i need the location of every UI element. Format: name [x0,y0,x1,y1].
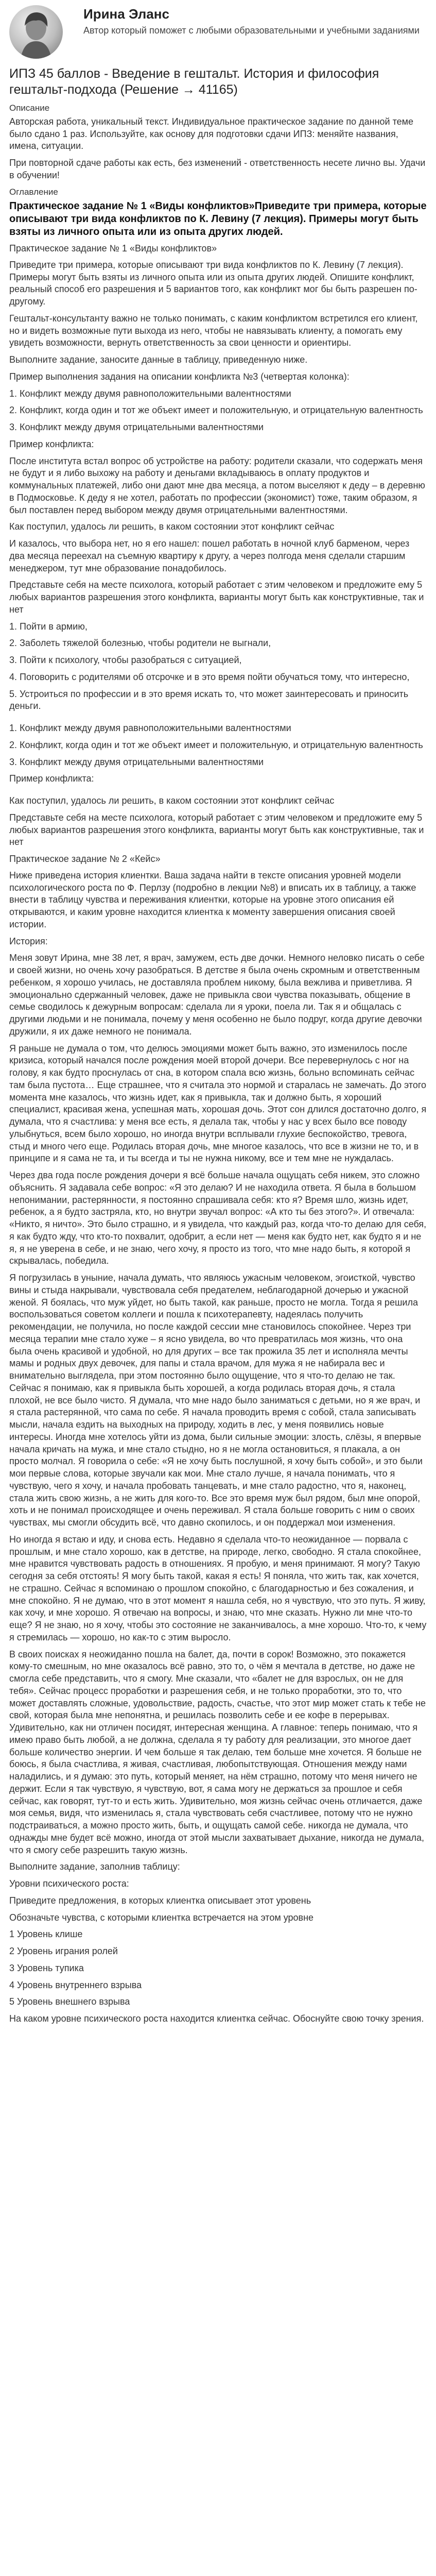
story-label: История: [9,936,48,946]
conflict-types-list-repeat [9,722,427,768]
levels-list-intro: Приведите предложения, в которых клиентка описывает этот уровень [9,1895,311,1906]
author-info [83,5,420,37]
resolution-options-list [9,621,427,713]
story-paragraph: Меня зовут Ирина, мне 38 лет, я врач, замужем, есть две дочки. Немного неловко писать о себе и своей жизни, но очень хочу разобраться. В детстве я была очень скромным и ответственным ребенком, я хорошо училась, не доставляла проблем никому, была вежлива и приветлива. Я эмоционально сдержанный человек, даже не привыкла свои чувства показывать, общение в семье сводилось к дежурным вопросам: сделала ли я уроки, поела ли. Так я и общалась с другими людьми и не понимала, почему у меня особенно не было подруг, когда другие девочки дружили, я их даже немного не понимала. [9,953,425,1037]
resolution-option: 5. Устроиться по профессии и в это время искать то, что может заинтересовать и приносить деньги. [9,688,409,711]
final-question: На каком уровне психического роста находится клиентка сейчас. Обоснуйте свою точку зрения. [9,2013,424,2024]
psychologist-prompt: Представьте себя на месте психолога, который работает с этим человеком и предложите ему 5 любых вариантов разрешения этого конфликта, варианты могут быть как конструктивные, так и нет [9,580,424,615]
author-tagline: Автор который поможет с любыми образовательными и учебными заданиями [83,25,420,36]
growth-level-item: 3 Уровень тупика [9,1962,84,1973]
growth-levels-list [9,1928,427,2008]
resolution-option: 3. Пойти к психологу, чтобы разобраться с ситуацией, [9,655,242,666]
fill-instruction: Выполните задание, заполнив таблицу: [9,1861,180,1872]
example-story: После института встал вопрос об устройстве на работу: родители сказали, что содержать меня не будут и я либо выхожу на работу и деньгами вкладываюсь в оплату продуктов и коммунальных платежей, либо они дают мне два месяца, а потом выселяют к деду – в деревню в Подмосковье. К деду я не хотел, работать по профессии (экономист) тоже, таким образом, я был поставлен перед выбором между двумя отрицательными валентностями. [9,455,425,515]
spacer [9,790,427,795]
toc-task1-heading: Практическое задание № 1 «Виды конфликтов»Приведите три примера, которые описывают три вида конфликтов по К. Левину (7 лекция). Примеры могут быть взяты из личного опыта или из опыта других людей. [9,200,427,238]
task1-instruction: Выполните задание, заносите данные в таблицу, приведенную ниже. [9,354,308,365]
task2-label: Практическое задание № 2 «Кейс» [9,854,161,865]
story-paragraph: Но иногда я встаю и иду, и снова есть. Недавно я сделала что-то неожиданное — порвала с прошлым, и мне стало хорошо, как в детстве, на природе, легко, свободно. Я стала спокойнее, мне нравится чувствовать радость в отношениях. Я пробую, и меня принимают. Я могу? Такую сегодня за себя отстоять! Я могу быть такой, какая я есть! Я поняла, что жить так, как хочется, не страшно. Сейчас я вспоминаю о прошлом спокойно, с благодарностью и без сожаления, и мне спокойно. Я не думаю, что в этот момент я нашла себя, но я чувствую, что это путь. Я живу, как хочу, и мне хорошо. Я отвечаю на вопросы, и знаю, что мне сказать. Нужно ли мне что-то еще? Я не знаю, но я хочу, чтобы это состояние не заканчивалось, а мне хорошо. Что-то, к чему я стремилась — хорошо, но как-то с этим выросло. [9,1534,427,1642]
conflict-type-item: 1. Конфликт между двумя равноположительными валентностями [9,388,291,399]
conflict-type-item: 3. Конфликт между двумя отрицательными валентностями [9,756,264,767]
task2-intro: Ниже приведена история клиентки. Ваша задача найти в тексте описания уровней модели психологического роста по Ф. Перлзу (подробно в лекции №8) и вписать их в таблицу, а также внести в таблицу чувства и переживания клиентки, которые на уровне этого описания ей открываются, и каким уровне находится клиентка к моменту завершения описания своей истории. [9,870,416,929]
levels-label: Уровни психического роста: [9,1878,129,1889]
toc-label: Оглавление [9,187,58,197]
page-title: ИПЗ 45 баллов - Введение в гештальт. История и философия гештальт-подхода (Решение → 41165) [9,66,379,97]
conflict-type-item: 2. Конфликт, когда один и тот же объект имеет и положительную, и отрицательную валентность [9,739,423,750]
author-block [9,5,427,59]
story-paragraph: В своих поисках я неожиданно пошла на балет, да, почти в сорок! Возможно, это покажется кому-то смешным, но мне оказалось всё равно, это то, о чём я мечтала в детстве, но даже не смогла себе представить, что я смогу. Мне сказали, что «балет не для взрослых, он не для тебя». Сейчас процесс проработки и разрешения себя, и не только проработки, это то, что может доставлять сложные, удовольствие, радость, счастье, что этот мир может стать к тебе не свой, которая была мне непонятна, и решилась позволить себе и ее кофе в перерывах. Удивительно, как ни отличен посидят, интересная женщина. А главное: теперь понимаю, что я имею право быть любой, а не должна, сделала я ту работу для реализации, это многое дает больше количество энергии. И чем больше я так делаю, тем больше мне хочется. Я больше не боюсь, я была счастлива, я живая, счастливая, любопытствующая. Отношения между нами наладились, и я думаю: это путь, который меняет, на нём страшно, потому что меня ничего не держит. Если я так чувствую, я чувствую, вот, я сама могу не держаться за прошлое и себя сейчас, как говорят, тут-то и есть жить. Удивительно, моя жизнь сейчас очень отличается, даже моя семья, видя, что изменилась я, стала чувствовать себя счастливее, потому что не нужно подстраиваться, а можно просто жить, быть, и ощущать самой себе. никогда не думала, что однажды мне будет всё можно, иногда от этой мысли захватывает дыхание, никогда не думала, что я смогу себе разрешить такую жизнь. [9,1649,426,1855]
spacer [9,717,427,722]
task1-intro: Приведите три примера, которые описывают три вида конфликтов по К. Левину (7 лекция). Примеры могут быть взяты из личного опыта или из опыта других людей. Опишите конфликт, реальный способ его разрешения и 5 вариантов того, как конфликт мог бы быть разрешен по-другому. [9,259,417,307]
example-label-repeat: Пример конфликта: [9,773,94,784]
resolution-option: 2. Заболеть тяжелой болезнью, чтобы родители не выгнали, [9,638,271,649]
growth-level-item: 1 Уровень клише [9,1929,83,1940]
resolution-question-repeat: Как поступил, удалось ли решить, в каком состоянии этот конфликт сейчас [9,795,335,806]
growth-level-item: 4 Уровень внутреннего взрыва [9,1979,142,1990]
levels-feelings-intro: Обозначьте чувства, с которыми клиентка встречается на этом уровне [9,1912,314,1923]
example-label: Пример конфликта: [9,438,94,449]
description-label: Описание [9,103,50,113]
story-paragraph: Я погрузилась в уныние, начала думать, что являюсь ужасным человеком, эгоисткой, чувство вины и стыда накрывали, чувствовала себя предателем, неблагодарной дочерью и ужасной женой. Я боялась, что муж уйдет, но быть такой, как раньше, просто не могла. Тогда я решила воспользоваться советом коллеги и пошла к психотерапевту, надеялась получить рекомендации, не получила, но после каждой сессии мне становилось спокойнее. Через три месяца терапии мне стало хуже – я ясно увидела, во что превратилась моя жизнь, что она была очень красивой и удобной, но для других – все так прожила 35 лет и исполняла мечты мамы и родных двух девочек, для папы и стала врачом, для мужа я не набирала вес и внимательно выглядела, при этом постоянно было ощущение, что я что-то делаю не так. Сейчас я понимаю, как я привыкла быть хорошей, а когда родилась вторая дочь, я стала плохой, не все было чисто. Я думала, что мне надо было заниматься с детьми, но я же врач, и я стала растерянной, что сама по себе. Я начала проводить время с собой, стала записывать мысли, начала ездить на выходных на природу, ходить в лес, у меня появились новые интересы. Иногда мне хотелось уйти из дома, были сильные эмоции: злость, слёзы, я впервые начала кричать на мужа, и мне стало стыдно, но я не могла остановиться, я плакала, а он просто молчал. Я говорила о себе: «Я не хочу быть послушной, я хочу быть собой», и это были мои первые слова, которые звучали как мои. Мне стало лучше, я начала понимать, что я чувствую, чего я хочу, и начала пробовать танцевать, и мне стало радостно, что я, наконец, стала жить свою жизнь, а не жить для кого-то. Все это время муж был рядом, был мне опорой, хоть и не понимал происходящее и очень переживал. Я стала больше говорить с ним о своих чувствах, мы смогли обсудить всё, что давно скопилось, и он поддержал мои изменения. [9,1273,423,1528]
resolution-option: 1. Пойти в армию, [9,621,88,632]
conflict-type-item: 3. Конфликт между двумя отрицательными валентностями [9,422,264,433]
author-avatar[interactable] [9,5,63,59]
psychologist-prompt-repeat: Представьте себя на месте психолога, который работает с этим человеком и предложите ему 5 любых вариантов разрешения этого конфликта, варианты могут быть как конструктивные, так и нет [9,812,424,848]
conflict-type-item: 1. Конфликт между двумя равноположительными валентностями [9,723,291,734]
description-text: Авторская работа, уникальный текст. Индивидуальное практическое задание по данной теме было сдано 1 раз. Используйте, как основу для подготовки сдачи ИПЗ: меняйте названия, имена, ситуации. [9,116,414,151]
resolution-question: Как поступил, удалось ли решить, в каком состоянии этот конфликт сейчас [9,521,335,532]
resolution-option: 4. Поговорить с родителями об отсрочке и в это время пойти обучаться тому, что интересно, [9,671,410,682]
task1-gestalt: Гештальт-консультанту важно не только понимать, с каким конфликтом встретился его клиент, но и видеть возможные пути выхода из него, чтобы не навязывать клиенту, а помогать ему увидеть возможности, вернуть ответственность за свои ценности и ориентиры. [9,313,418,348]
story-paragraph: Через два года после рождения дочери я всё больше начала ощущать себя никем, это сложно объяснить. Я задавала себе вопрос: «Я это делаю? И не находила ответа. Я была в большом непонимании, растерянности, я постоянно спрашивала себя: кто я? Время шло, жизнь идет, ребенок, а я будто застряла, кто, но внутри звучал вопрос: «А кто ты без этого?». И отвечала: «Никто, я ничто». Это было страшно, и я увидела, что каждый раз, когда что-то делаю для себя, я как будто жду, что кто-то похвалит, одобрит, а если нет — меня как будто нет, как будто я и не я, я не уверена в себе, и не знаю, чего хочу, я просто из того, что мне надо быть, я которой я скрывалась, победила. [9,1170,427,1266]
conflict-types-list [9,388,427,434]
conflict-type-item: 2. Конфликт, когда один и тот же объект имеет и положительную, и отрицательную валентность [9,405,423,416]
growth-level-item: 5 Уровень внешнего взрыва [9,1996,130,2007]
growth-level-item: 2 Уровень игрaния ролей [9,1946,118,1957]
description-warning: При повторной сдаче работы как есть, без изменений - ответственность несете лично вы. Удачи в обучении! [9,158,426,180]
story-paragraph: Я раньше не думала о том, что делюсь эмоциями может быть важно, это изменилось после кризиса, который начался после рождения моей второй дочери. Все перевернулось с ног на голову, я как будто проснулась от сна, в котором спала всю жизнь, больно вспоминать сейчас там была пустота… Еще страшнее, что я считала это нормой и старалась не замечать. До этого момента мне казалось, что жизнь идет, как я привыкла, так и должно быть, я хороший специалист, красивая жена, успешная мать, хорошая дочь. Этот сон длился достаточно долго, я думала, что я счастлива: у меня все есть, я делала так, чтобы у нас у всех было все поводу улыбнуться, всем было хорошо, но иногда внутри всплывали глухие беспокойство, тревога, стыд и много чего еще. Родилась вторая дочь, мне многое казалось, что все в жизни не то, и в принципе и я сама не та, и ты всегда и ты не нужна никому, все и тем мне не нуждалась. [9,1043,427,1164]
task1-example-heading: Пример выполнения задания на описании конфликта №3 (четвертая колонка): [9,371,350,382]
resolution-answer: И казалось, что выбора нет, но я его нашел: пошел работать в ночной клуб барменом, через два месяца переехал на съемную квартиру к другу, а через полгода меня сделали старшим менеджером, тут мне образование понадобилось. [9,538,410,573]
author-name[interactable]: Ирина Эланс [83,6,169,22]
user-photo-icon [9,5,63,59]
task1-label: Практическое задание № 1 «Виды конфликтов» [9,243,217,254]
